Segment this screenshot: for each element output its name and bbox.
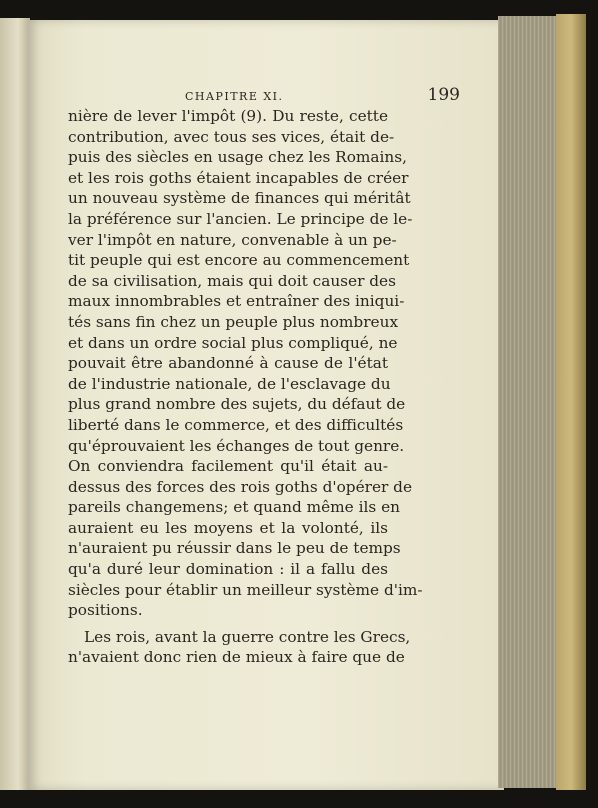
text-line: de l'industrie nationale, de l'esclavage du bbox=[68, 374, 391, 393]
running-head: CHAPITRE XI. bbox=[185, 90, 284, 103]
text-line: puis des siècles en usage chez les Romains, bbox=[68, 148, 407, 167]
paragraph-2 bbox=[68, 627, 411, 668]
text-line: tit peuple qui est encore au commencement bbox=[68, 251, 410, 270]
text-line: pareils changemens; et quand même ils en bbox=[68, 498, 400, 517]
text-line: ver l'impôt en nature, convenable à un pe- bbox=[68, 230, 397, 249]
text-line: la préférence sur l'ancien. Le principe de le- bbox=[68, 209, 413, 228]
text-line: tés sans fin chez un peuple plus nombreux bbox=[68, 312, 399, 331]
page-header bbox=[60, 85, 480, 108]
text-line: un nouveau système de finances qui méritât bbox=[68, 189, 411, 208]
text-line: de sa civilisation, mais qui doit causer des bbox=[68, 271, 396, 290]
text-line: nière de lever l'impôt (9). Du reste, cette bbox=[68, 107, 388, 125]
page-stack-edges bbox=[498, 16, 558, 788]
text-line: qu'éprouvaient les échanges de tout genre. bbox=[68, 436, 405, 455]
text-line: maux innombrables et entraîner des iniqui- bbox=[68, 292, 405, 311]
text-line: et les rois goths étaient incapables de créer bbox=[68, 168, 409, 187]
page-number: 199 bbox=[427, 85, 460, 105]
text-line: contribution, avec tous ses vices, était de- bbox=[68, 127, 395, 146]
text-line: plus grand nombre des sujets, du défaut de bbox=[68, 395, 406, 414]
text-line: dessus des forces des rois goths d'opérer de bbox=[68, 477, 413, 496]
text-line: positions. bbox=[68, 601, 143, 620]
text-line: auraient eu les moyens et la volonté, ils bbox=[68, 518, 388, 537]
body-text bbox=[68, 106, 423, 668]
text-line: n'avaient donc rien de mieux à faire que de bbox=[68, 648, 405, 667]
book-cover-edge bbox=[556, 14, 586, 790]
text-line: liberté dans le commerce, et des difficultés bbox=[68, 415, 404, 434]
text-line: Les rois, avant la guerre contre les Grecs, bbox=[84, 627, 411, 646]
text-line: qu'a duré leur domination : il a fallu des bbox=[68, 560, 388, 579]
text-line: siècles pour établir un meilleur système d'im- bbox=[68, 580, 423, 599]
text-line: n'auraient pu réussir dans le peu de temps bbox=[68, 539, 401, 558]
left-page-edge bbox=[0, 18, 30, 790]
text-line: pouvait être abandonné à cause de l'état bbox=[68, 354, 388, 373]
text-line: On conviendra facilement qu'il était au- bbox=[68, 457, 388, 476]
text-line: et dans un ordre social plus compliqué, ne bbox=[68, 333, 398, 352]
paragraph-1 bbox=[68, 106, 423, 621]
